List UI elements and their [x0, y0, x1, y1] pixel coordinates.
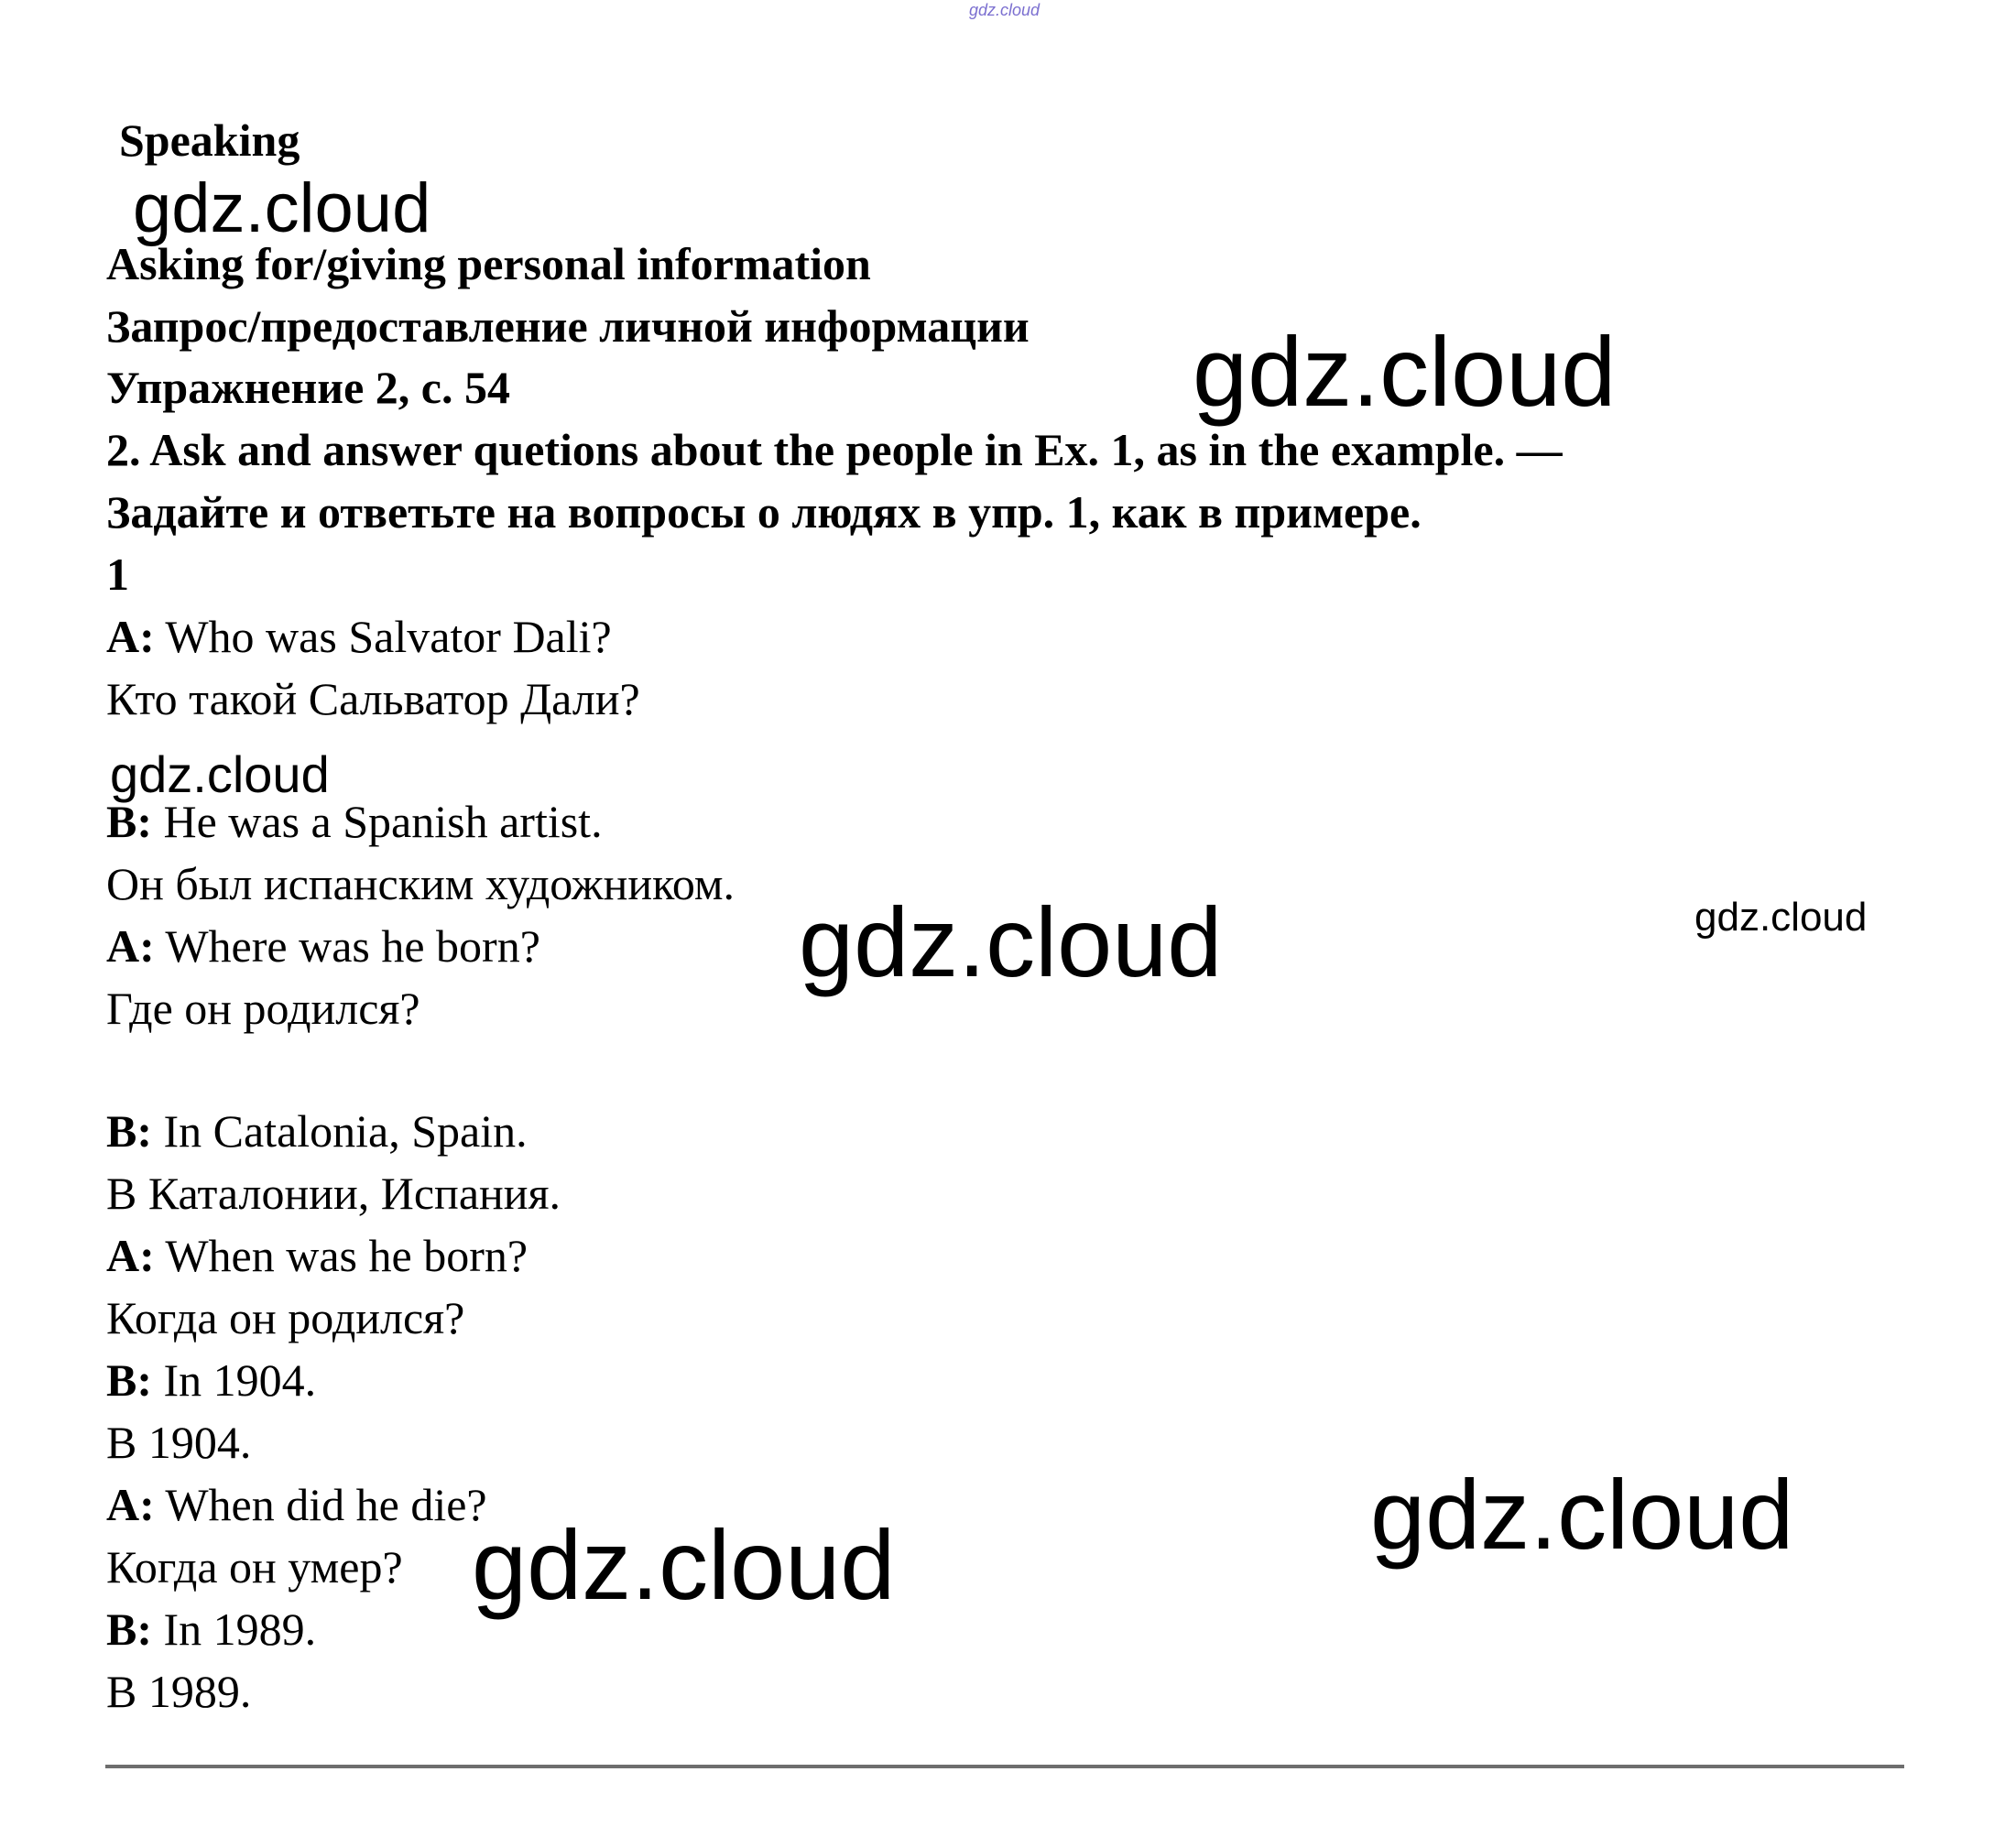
dialogue-line-en — [106, 796, 603, 847]
dialogue-text: In Catalonia, Spain. — [152, 1105, 528, 1157]
bottom-divider — [105, 1765, 1904, 1768]
dialogue-text: When was he born? — [154, 1230, 528, 1281]
dialogue-line-ru: Кто такой Сальватор Дали? — [106, 673, 640, 724]
exercise-reference: Упражнение 2, с. 54 — [106, 362, 510, 413]
task-instruction-ru: Задайте и ответьте на вопросы о людях в упр. 1, как в примере. — [106, 486, 1422, 538]
dialogue-line-en — [106, 920, 540, 972]
watermark: gdz.cloud — [472, 1509, 896, 1620]
dialogue-line-ru: В 1989. — [106, 1666, 252, 1717]
speaker-label: A: — [106, 1230, 155, 1281]
dialogue-line-ru: Он был испанским художником. — [106, 858, 735, 909]
dialogue-line-en — [106, 611, 612, 662]
dialogue-line-ru: В 1904. — [106, 1417, 252, 1468]
dialogue-line-en — [106, 1603, 317, 1655]
dialogue-line-ru: Когда он родился? — [106, 1292, 465, 1343]
dialogue-text: In 1904. — [152, 1354, 317, 1406]
watermark: gdz.cloud — [1193, 316, 1617, 427]
dialogue-text: Who was Salvator Dali? — [154, 611, 612, 662]
speaker-label: A: — [106, 611, 155, 662]
dialogue-line-en — [106, 1479, 487, 1530]
dialogue-line-en — [106, 1354, 317, 1406]
dialogue-text: In 1989. — [152, 1603, 317, 1655]
section-title: Speaking — [119, 114, 300, 166]
speaker-label: A: — [106, 920, 155, 972]
dialogue-line-ru: Когда он умер? — [106, 1541, 403, 1593]
speaker-label: B: — [106, 1354, 152, 1406]
dialogue-text: When did he die? — [154, 1479, 487, 1530]
speaker-label: B: — [106, 1603, 152, 1655]
watermark: gdz.cloud — [1370, 1459, 1794, 1570]
dialogue-line-en — [106, 1105, 528, 1157]
topic-title-ru: Запрос/предоставление личной информации — [106, 300, 1030, 352]
watermark: gdz.cloud — [110, 745, 330, 803]
dialogue-line-ru: Где он родился? — [106, 983, 420, 1034]
watermark: gdz.cloud — [799, 886, 1223, 997]
topic-title-en: Asking for/giving personal information — [106, 238, 871, 289]
watermark: gdz.cloud — [133, 169, 431, 247]
dialogue-text: He was a Spanish artist. — [152, 796, 603, 847]
watermark: gdz.cloud — [1694, 895, 1868, 940]
speaker-label: A: — [106, 1479, 155, 1530]
speaker-label: B: — [106, 1105, 152, 1157]
task-instruction-en: 2. Ask and answer quetions about the people in Ex. 1, as in the example. — — [106, 424, 1563, 475]
watermark-top: gdz.cloud — [969, 1, 1041, 19]
dialogue-line-en — [106, 1230, 528, 1281]
item-number: 1 — [106, 549, 129, 600]
dialogue-line-ru: В Каталонии, Испания. — [106, 1168, 561, 1219]
speaker-label: B: — [106, 796, 152, 847]
dialogue-text: Where was he born? — [154, 920, 540, 972]
